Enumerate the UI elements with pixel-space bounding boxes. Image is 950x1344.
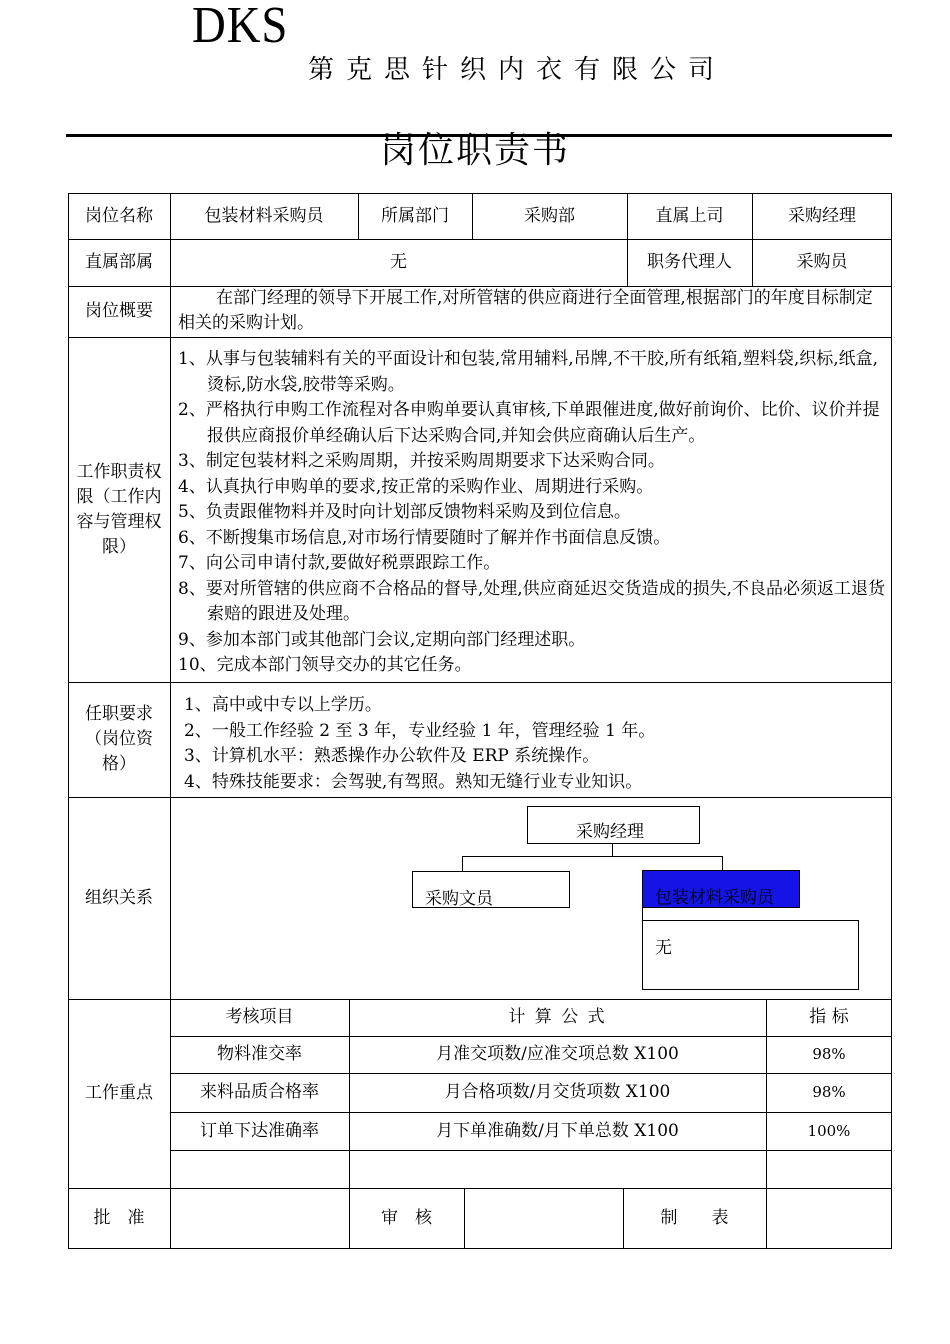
org-subordinate-label: 无 bbox=[655, 938, 672, 958]
kpi-target: 98% bbox=[812, 1045, 846, 1063]
kpi-formula: 月合格项数/月交货项数 X100 bbox=[444, 1082, 671, 1102]
kpi-item: 物料准交率 bbox=[217, 1044, 302, 1064]
list-item: 3、制定包装材料之采购周期，并按采购周期要求下达采购合同。 bbox=[178, 451, 665, 471]
company-name: 第克思针织内衣有限公司 bbox=[308, 55, 727, 85]
prepare-label: 制 表 bbox=[660, 1208, 729, 1228]
list-item: 6、不断搜集市场信息,对市场行情要随时了解并作书面信息反馈。 bbox=[178, 527, 671, 548]
kpi-formula: 月准交项数/应准交项总数 X100 bbox=[436, 1044, 679, 1064]
kpi-target: 98% bbox=[812, 1083, 846, 1101]
org-manager-label: 采购经理 bbox=[576, 822, 644, 842]
org-connector bbox=[722, 856, 723, 870]
list-item: 9、参加本部门或其他部门会议,定期向部门经理述职。 bbox=[178, 629, 586, 650]
kpi-header-formula: 计 算 公 式 bbox=[508, 1007, 607, 1027]
document-title: 岗位职责书 bbox=[379, 130, 570, 171]
kpi-header-item: 考核项目 bbox=[225, 1007, 294, 1027]
row-divider bbox=[170, 1150, 892, 1151]
col-divider bbox=[766, 1188, 767, 1249]
overview-label: 岗位概要 bbox=[85, 301, 153, 321]
col-divider bbox=[464, 1188, 465, 1249]
deputy-value: 采购员 bbox=[796, 252, 848, 272]
list-item: 1、从事与包装辅料有关的平面设计和包装,常用辅料,吊牌,不干胶,所有纸箱,塑料袋,织标,纸盒,烫标,防水袋,胶带等采购。 bbox=[178, 349, 879, 395]
post-name-value: 包装材料采购员 bbox=[204, 205, 324, 226]
overview-text: 在部门经理的领导下开展工作,对所管辖的供应商进行全面管理,根据部门的年度目标制定相关的采购计划。 bbox=[178, 288, 873, 333]
org-connector bbox=[462, 856, 723, 857]
department-label: 所属部门 bbox=[381, 205, 449, 226]
org-current-post-label: 包装材料采购员 bbox=[655, 888, 774, 908]
kpi-item: 来料品质合格率 bbox=[200, 1082, 319, 1102]
org-connector bbox=[642, 908, 643, 920]
org-manager-box bbox=[527, 806, 700, 844]
approve-label: 批 准 bbox=[93, 1208, 145, 1228]
row-divider bbox=[68, 682, 892, 683]
org-current-post-box bbox=[642, 870, 800, 908]
list-item: 1、高中或中专以上学历。 bbox=[184, 695, 382, 715]
list-item: 7、向公司申请付款,要做好税票跟踪工作。 bbox=[178, 553, 501, 573]
org-subordinate-box bbox=[642, 920, 859, 990]
kpi-item: 订单下达准确率 bbox=[200, 1120, 319, 1141]
duties-list bbox=[178, 347, 886, 679]
list-item: 8、要对所管辖的供应商不合格品的督导,处理,供应商延迟交货造成的损失,不良品必须返工退货索赔的跟进及处理。 bbox=[178, 578, 886, 624]
row-divider bbox=[68, 337, 892, 338]
org-label: 组织关系 bbox=[85, 887, 153, 908]
subordinate-label: 直属部属 bbox=[85, 252, 153, 272]
org-clerk-box bbox=[412, 871, 570, 908]
list-item: 10、完成本部门领导交办的其它任务。 bbox=[178, 655, 472, 675]
qualifications-label: 任职要求（岗位资格） bbox=[85, 704, 153, 774]
list-item: 5、负责跟催物料并及时向计划部反馈物料采购及到位信息。 bbox=[178, 502, 631, 522]
row-divider bbox=[68, 797, 892, 798]
qualifications-list bbox=[184, 693, 884, 795]
list-item: 3、计算机水平：熟悉操作办公软件及 ERP 系统操作。 bbox=[184, 746, 600, 766]
list-item: 4、特殊技能要求：会驾驶,有驾照。熟知无缝行业专业知识。 bbox=[184, 771, 643, 792]
list-item: 2、严格执行申购工作流程对各申购单要认真审核,下单跟催进度,做好前询价、比价、议价并提报供应商报价单经确认后下达采购合同,并知会供应商确认后生产。 bbox=[178, 400, 880, 446]
list-item: 4、认真执行申购单的要求,按正常的采购作业、周期进行采购。 bbox=[178, 476, 654, 497]
row-divider bbox=[68, 1188, 892, 1189]
deputy-label: 职务代理人 bbox=[647, 252, 732, 272]
kpi-target: 100% bbox=[807, 1121, 851, 1140]
org-clerk-label: 采购文员 bbox=[425, 889, 493, 909]
kpi-label: 工作重点 bbox=[85, 1083, 153, 1103]
post-name-label: 岗位名称 bbox=[85, 205, 153, 226]
kpi-formula: 月下单准确数/月下单总数 X100 bbox=[436, 1120, 679, 1141]
superior-value: 采购经理 bbox=[788, 205, 856, 226]
org-connector bbox=[462, 856, 463, 871]
review-label: 审 核 bbox=[381, 1208, 432, 1228]
subordinate-value: 无 bbox=[390, 252, 407, 272]
company-logo: DKS bbox=[192, 0, 289, 54]
superior-label: 直属上司 bbox=[655, 205, 724, 226]
duties-label: 工作职责权限（工作内容与管理权限） bbox=[76, 461, 162, 557]
kpi-header-target: 指 标 bbox=[809, 1007, 849, 1027]
org-connector bbox=[612, 844, 613, 856]
department-value: 采购部 bbox=[524, 205, 575, 226]
list-item: 2、一般工作经验 2 至 3 年，专业经验 1 年，管理经验 1 年。 bbox=[184, 720, 656, 741]
